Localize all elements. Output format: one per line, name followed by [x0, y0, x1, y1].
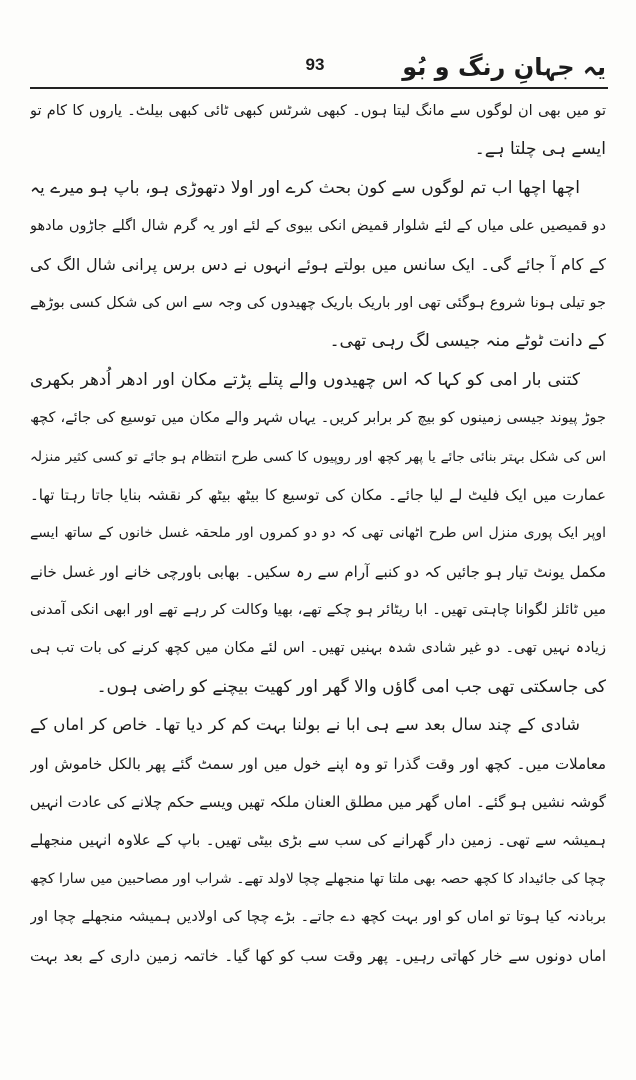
text-line: کے دانت ٹوٹے منہ جیسی لگ رہی تھی۔ — [329, 331, 606, 352]
page-header — [30, 48, 606, 86]
text-line: گوشہ نشیں ہو گئے۔ اماں گھر میں مطلق العنان ملکہ تھیں ویسے حکم چلانے کی عادت انہیں — [30, 793, 606, 812]
page-number: 93 — [305, 55, 325, 74]
text-line: تو میں بھی ان لوگوں سے مانگ لیتا ہوں۔ کبھی شرٹس کبھی ٹائی کبھی بیلٹ۔ یاروں کا کام تو — [30, 103, 606, 119]
text-line: دو قمیصیں علی میاں کے لئے شلوار قمیض انکی بیوی کے لئے اور یہ گرم شال اگلے جاڑوں مادھو — [30, 218, 606, 235]
text-line: جوڑ پیوند جیسی زمینوں کو بیچ کر برابر کریں۔ یہاں شہر والے مکان میں توسیع کی جائے، کچھ — [30, 410, 606, 427]
text-line: ہمیشہ سے تھی۔ زمین دار گھرانے کی سب سے بڑی بیٹی تھیں۔ باپ کے علاوہ انہیں منجھلے — [30, 831, 606, 850]
text-line: کی جاسکتی تھی جب امی گاؤں والا گھر اور کھیت بیچنے کو راضی ہوں۔ — [96, 676, 606, 697]
text-line: جو تیلی ہونا شروع ہوگئی تھی اور باریک باریک چھیدوں کی وجہ سے اس کی شکل کسی بوڑھے — [30, 294, 606, 311]
text-line: مکمل یونٹ تیار ہو جائیں کہ دو کنبے آرام سے رہ سکیں۔ بھابی باورچی خانے اور غسل خانے — [30, 562, 606, 581]
text-line: عمارت میں ایک فلیٹ لے لیا جائے۔ مکان کی توسیع کا بیٹھ بیٹھ کر نقشہ بنایا جاتا رہتا تھا۔ — [30, 485, 606, 504]
body-text — [30, 92, 606, 975]
text-line: اوپر ایک پوری منزل اس طرح اٹھانی تھی کہ دو دو کمروں اور ملحقہ غسل خانوں کے ساتھ ایسے — [30, 525, 606, 542]
text-line: کتنی بار امی کو کہا کہ اس چھیدوں والے پتلے پڑتے مکان اور ادھر اُدھر بکھری — [30, 369, 580, 390]
text-line: زیادہ نہیں تھی۔ دو غیر شادی شدہ بہنیں تھیں۔ اس لئے مکان میں کچھ کرنے کی بات تب ہی — [30, 640, 606, 657]
text-line: اماں دونوں سے خار کھاتی رہیں۔ پھر وقت سب کو کھا گیا۔ خاتمہ زمین داری کے بعد بہت — [30, 946, 606, 965]
header-rule — [30, 87, 608, 89]
text-line: چچا کی جائیداد کا کچھ حصہ بھی ملتا تھا منجھلے چچا لاولد تھے۔ شراب اور مصاحبین میں سارا کچھ — [30, 870, 606, 887]
book-title: یہ جہانِ رنگ و بُو — [402, 53, 606, 81]
text-line: اس کی شکل بہتر بنائی جائے یا پھر کچھ اور روپیوں کا کسی طرح انتظام ہو جائے تو کسی کثیر منزلہ — [30, 448, 606, 465]
text-line: کے کام آ جائے گی۔ ایک سانس میں بولتے ہوئے انہوں نے دس برس پرانی شال الگ کی — [30, 254, 606, 274]
text-line: معاملات میں۔ کچھ اور وقت گذرا تو وہ اپنے خول میں اور سمٹ گئے پھر بالکل خاموش اور — [30, 754, 606, 773]
text-line: ایسے ہی چلتا ہے۔ — [474, 139, 606, 160]
text-line: میں ٹائلز لگوانا چاہتی تھیں۔ ابا ریٹائر ہو چکے تھے، بھیا وکالت کر رہے تھے اور ابھی انکی آمدنی — [30, 602, 606, 619]
text-line: اچھا اچھا اب تم لوگوں سے کون بحث کرے اور اولا دتھوڑی ہو، باپ ہو میرے یہ — [30, 177, 580, 198]
text-line: بربادنہ کیا ہوتا تو اماں کو اور بہت کچھ دے جاتے۔ بڑے چچا کی اولادیں ہمیشہ منجھلے چچا اور — [30, 909, 606, 926]
text-line: شادی کے چند سال بعد سے ہی ابا نے بولنا بہت کم کر دیا تھا۔ خاص کر اماں کے — [30, 715, 580, 735]
